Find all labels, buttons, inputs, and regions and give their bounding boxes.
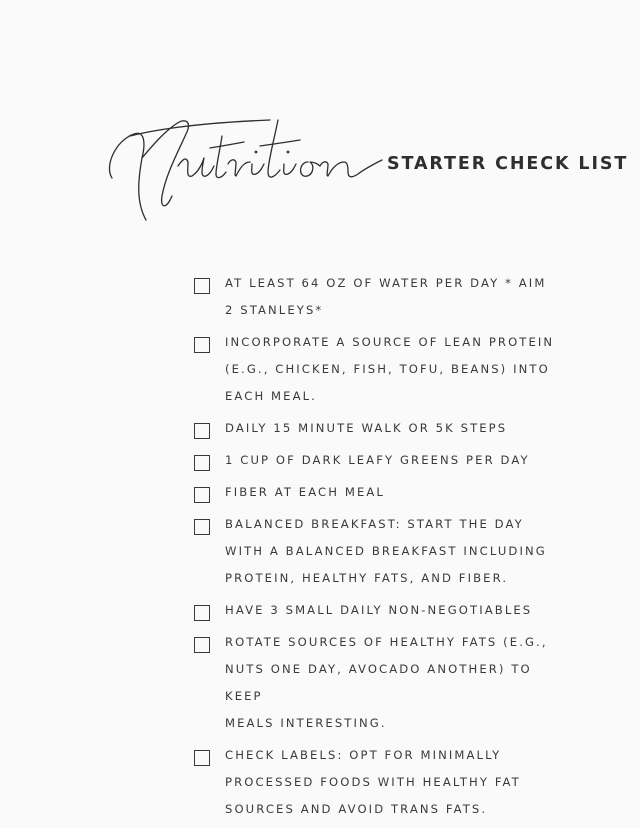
checklist bbox=[194, 270, 614, 828]
checkbox[interactable] bbox=[194, 455, 210, 471]
checklist-item bbox=[194, 415, 614, 442]
checklist-item bbox=[194, 597, 614, 624]
checkbox[interactable] bbox=[194, 519, 210, 535]
checklist-item-label: DAILY 15 MINUTE WALK OR 5K STEPS bbox=[225, 421, 508, 435]
header bbox=[100, 100, 629, 240]
script-title-nutrition bbox=[100, 100, 390, 230]
checklist-item bbox=[194, 329, 614, 410]
checklist-item bbox=[194, 270, 614, 324]
subtitle: STARTER CHECK LIST bbox=[387, 154, 629, 174]
checkbox[interactable] bbox=[194, 487, 210, 503]
checklist-item-label: AT LEAST 64 OZ OF WATER PER DAY * AIM 2 STANLEYS* bbox=[225, 276, 547, 317]
checklist-item bbox=[194, 742, 614, 823]
checklist-item-label: CHECK LABELS: OPT FOR MINIMALLY PROCESSED FOODS WITH HEALTHY FAT SOURCES AND AVOID TRANS FATS. bbox=[225, 748, 521, 816]
checklist-item-label: 1 CUP OF DARK LEAFY GREENS PER DAY bbox=[225, 453, 530, 467]
checkbox[interactable] bbox=[194, 750, 210, 766]
checklist-item-label: ROTATE SOURCES OF HEALTHY FATS (E.G., NUTS ONE DAY, AVOCADO ANOTHER) TO KEEP MEALS INTERESTING. bbox=[225, 635, 548, 730]
checklist-item bbox=[194, 479, 614, 506]
checkbox[interactable] bbox=[194, 423, 210, 439]
checklist-item-label: BALANCED BREAKFAST: START THE DAY WITH A BALANCED BREAKFAST INCLUDING PROTEIN, HEALTHY FATS, AND FIBER. bbox=[225, 517, 547, 585]
checklist-item-label: FIBER AT EACH MEAL bbox=[225, 485, 385, 499]
checkbox[interactable] bbox=[194, 605, 210, 621]
checkbox[interactable] bbox=[194, 637, 210, 653]
checklist-item-label: HAVE 3 SMALL DAILY NON-NEGOTIABLES bbox=[225, 603, 533, 617]
checkbox[interactable] bbox=[194, 278, 210, 294]
checklist-item bbox=[194, 447, 614, 474]
checklist-item bbox=[194, 629, 614, 737]
checklist-item bbox=[194, 511, 614, 592]
checklist-item-label: INCORPORATE A SOURCE OF LEAN PROTEIN (E.G., CHICKEN, FISH, TOFU, BEANS) INTO EACH MEAL. bbox=[225, 335, 555, 403]
checkbox[interactable] bbox=[194, 337, 210, 353]
